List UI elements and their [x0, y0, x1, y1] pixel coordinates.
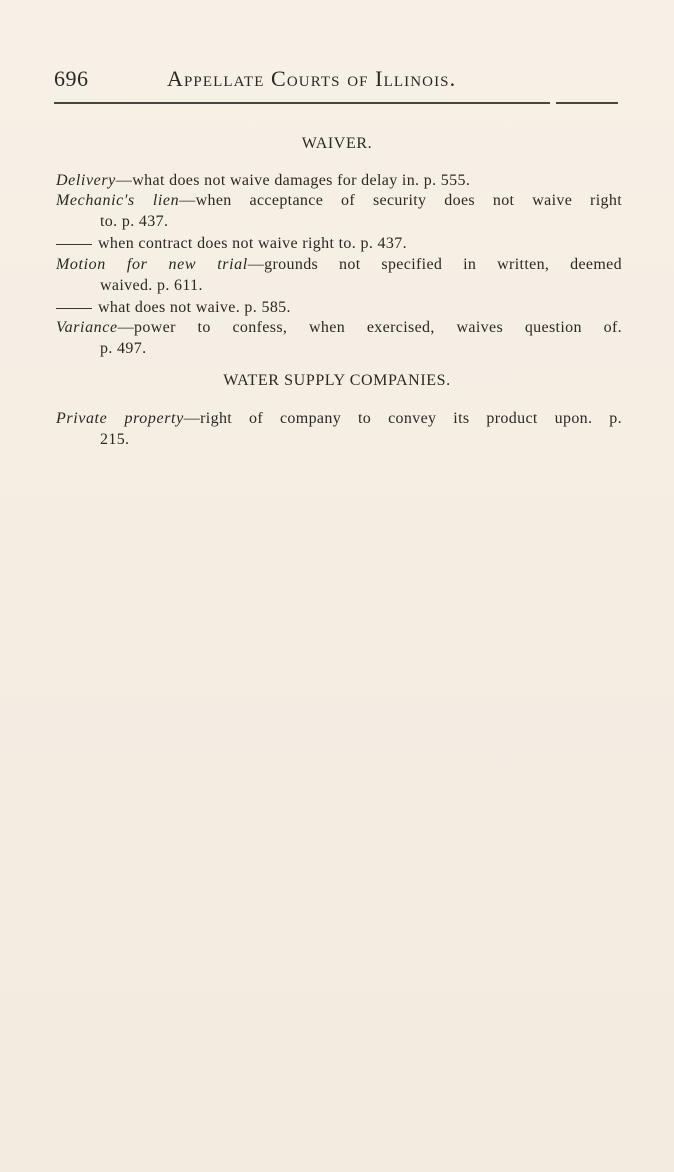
entry-term: Delivery — [56, 172, 116, 189]
index-entry-mechanics-lien — [56, 190, 622, 232]
entry-text: —what does not waive damages for delay in. p. 555. — [115, 172, 471, 189]
index-entry-delivery — [56, 170, 622, 191]
running-head — [54, 66, 614, 98]
entry-continuation: p. 497. — [100, 340, 147, 357]
entry-term: Variance — [56, 319, 118, 336]
entry-continuation: waived. p. 611. — [100, 277, 203, 294]
entry-text: —grounds not specified in written, deemed — [247, 256, 622, 273]
index-subentry-what-does-not-waive — [56, 297, 622, 318]
entry-text: what does not waive. p. 585. — [98, 299, 291, 316]
entry-text: when contract does not waive right to. p. 437. — [98, 235, 407, 252]
index-entry-private-property — [56, 408, 622, 450]
section-heading-water-supply: WATER SUPPLY COMPANIES. — [223, 372, 451, 389]
entry-term: Private property — [56, 410, 184, 427]
entry-continuation: 215. — [100, 431, 130, 448]
index-entry-motion-new-trial — [56, 254, 622, 296]
repeat-dash — [56, 308, 92, 309]
repeat-dash — [56, 244, 92, 245]
header-rule — [54, 102, 550, 104]
entry-text: —right of company to convey its product upon. p. — [183, 410, 623, 427]
index-entry-variance — [56, 317, 622, 359]
section-heading-waiver: WAIVER. — [301, 135, 373, 152]
running-title: Appellate Courts of Illinois. — [167, 66, 457, 91]
index-subentry-contract — [56, 233, 622, 254]
entry-term: Mechanic's lien — [56, 192, 180, 209]
entry-term: Motion for new trial — [56, 256, 248, 273]
entry-text: —when acceptance of security does not waive right — [179, 192, 623, 209]
page-number: 696 — [54, 66, 89, 91]
entry-text: —power to confess, when exercised, waives question of. — [117, 319, 622, 336]
header-rule-tail — [556, 102, 618, 104]
entry-continuation: to. p. 437. — [100, 213, 169, 230]
